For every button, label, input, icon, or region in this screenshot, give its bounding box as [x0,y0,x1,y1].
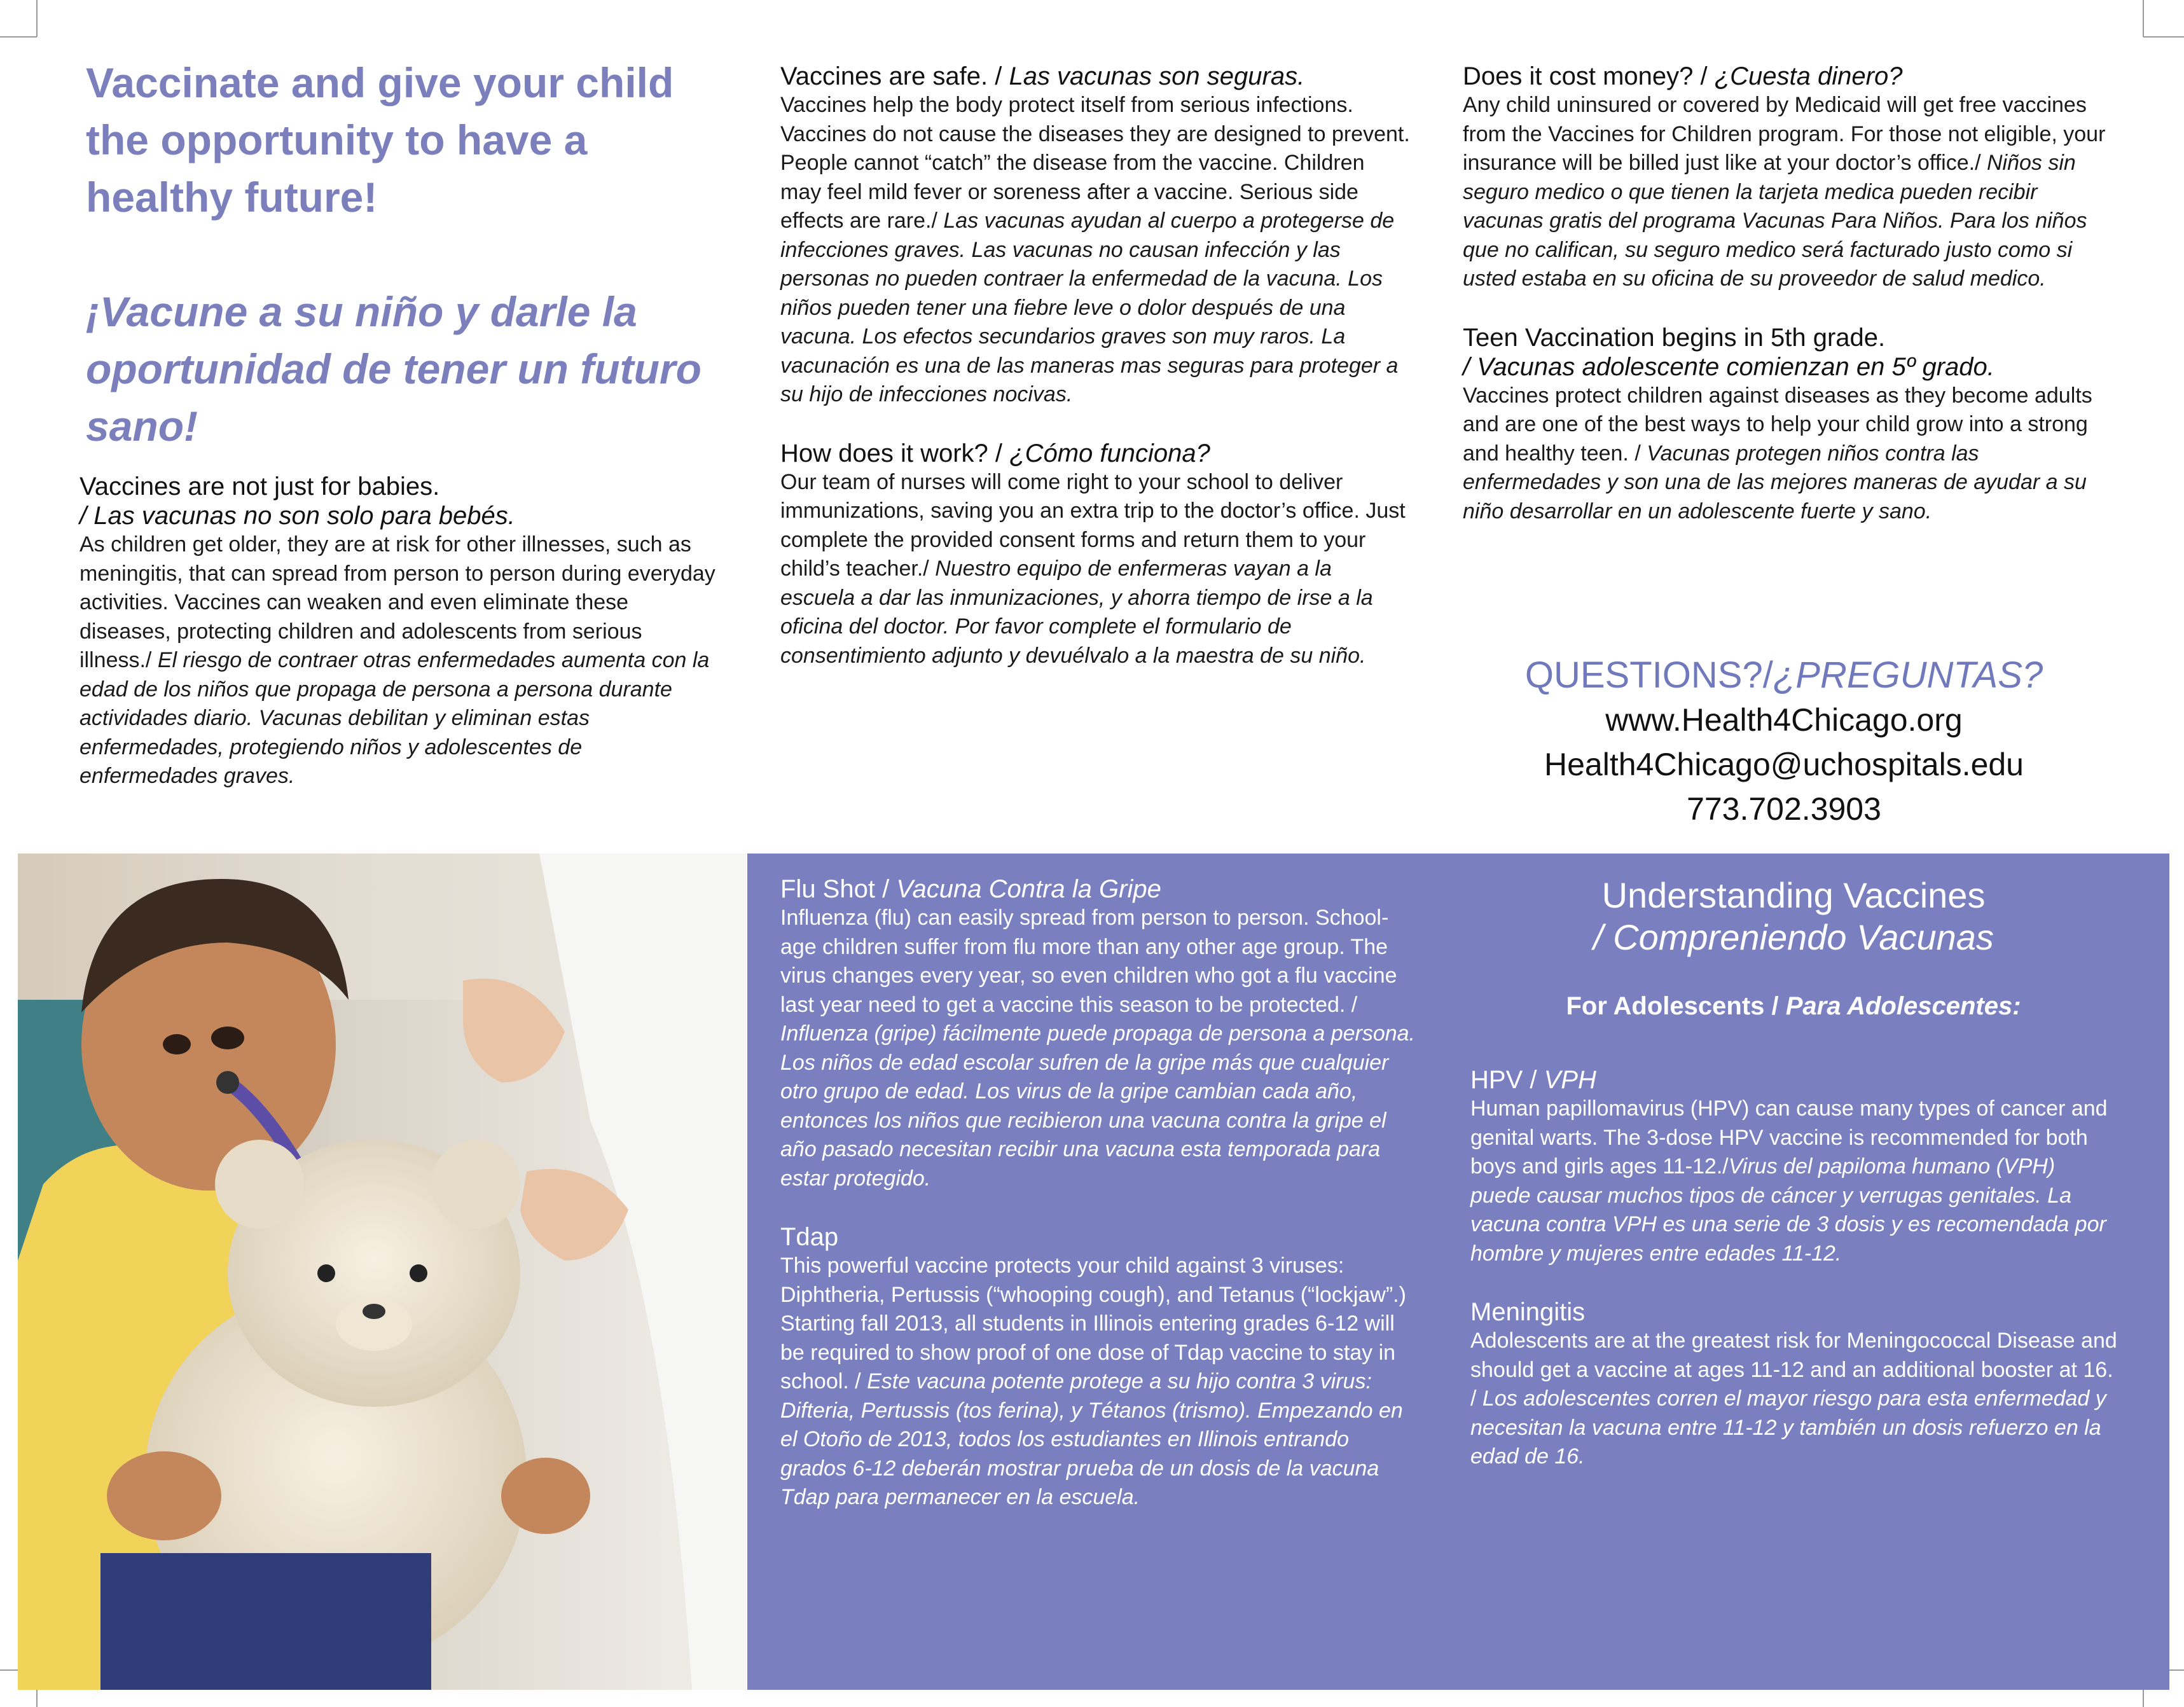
adolescents-es: Para Adolescentes: [1785,992,2021,1020]
meningitis-body-es: Los adolescentes corren el mayor riesgo para esta enfermedad y necesitan la vacuna entre 11-12 y también un dosis refuerzo en la edad de 16. [1470,1386,2106,1469]
contact-block [1463,653,2105,831]
babies-heading-es: / Las vacunas no son solo para bebés. [79,502,515,530]
how-body-es: Nuestro equipo de enfermeras vayan a la escuela a dar las inmunizaciones, y ahorra tiempo de irse a la oficina del doctor. Por favor complete el formulario de consentimiento adjunto y devuélvalo a la maestra de su niño. [780,556,1373,668]
cost-body [1463,91,2115,294]
flu-heading-es: Vacuna Contra la Gripe [896,875,1161,903]
babies-heading-en: Vaccines are not just for babies. [79,473,440,501]
babies-body-es: El riesgo de contraer otras enfermedades aumenta con la edad de los niños que propaga de persona a persona durante actividades diario. Vacunas debilitan y eliminan estas enfermedades, protegiendo niños y adolescentes de enfermedades graves. [79,648,710,788]
cost-body-en: Any child uninsured or covered by Medicaid will get free vaccines from the Vaccines for Children program. For those not eligible, your insurance will be billed just like at your doctor’s office./ [1463,93,2106,175]
teen-body-en: Vaccines protect children against diseases as they become adults and are one of the best ways to help your child grow into a strong and healthy teen. / [1463,383,2092,466]
photo-child-with-teddy-bear [18,854,747,1690]
meningitis-heading: Meningitis [1470,1298,1586,1326]
tdap-heading: Tdap [780,1223,839,1251]
phone-number[interactable]: 773.702.3903 [1687,791,1881,827]
tdap-body-es: Este vacuna potente protege a su hijo contra 3 virus: Difteria, Pertussis (tos ferina), y Tétanos (trismo). Empezando en el Otoño de 2013, todos los estudiantes en Illinois entrando grados 6-12 deberán mostrar prueba de un dosis de la vacuna Tdap para permanecer en la escuela. [780,1369,1403,1509]
website-link[interactable]: www.Health4Chicago.org [1605,702,1963,738]
hpv-body-es: Virus del papiloma humano (VPH) puede causar muchos tipos de cáncer y verrugas genitales. La vacuna contra VPH es una serie de 3 dosis y es recomendada por hombre y mujeres entre edades 11-12. [1470,1154,2106,1266]
safe-body-en: Vaccines help the body protect itself from serious infections. Vaccines do not cause the diseases they are designed to prevent. People cannot “catch” the disease from the vaccine. Children may feel mild fever or soreness after a vaccine. Serious side effects are rare./ [780,93,1410,233]
hpv-body [1470,1095,2119,1268]
understanding-header [1463,874,2124,1021]
flu-body [780,904,1416,1193]
safe-heading-en: Vaccines are safe. / [780,62,1002,90]
hpv-body-en: Human papillomavirus (HPV) can cause many types of cancer and genital warts. The 3-dose HPV vaccine is recommended for both boys and girls ages 11-12./ [1470,1096,2108,1178]
hero-title-es: ¡Vacune a su niño y darle la oportunidad de tener un futuro sano! [86,288,702,450]
hpv-meningitis-column [1470,1065,2119,1472]
cost-column [1463,62,2115,526]
babies-section [79,472,715,791]
questions-es: ¿PREGUNTAS? [1773,654,2043,696]
flu-heading [780,874,1416,904]
understanding-title-es: / Compreniendo Vacunas [1593,917,1994,957]
cost-heading-en: Does it cost money? / [1463,62,1708,90]
meningitis-body-en: Adolescents are at the greatest risk for Meningococcal Disease and should get a vaccine at ages 11-12 and an additional booster at 16. / [1470,1329,2117,1411]
tdap-body-en: This powerful vaccine protects your child against 3 viruses: Diphtheria, Pertussis (“whooping cough), and Tetanus (“lockjaw”.) Starting fall 2013, all students in Illinois entering grades 6-12 will be required to show proof of one dose of Tdap vaccine to stay in school. / [780,1254,1406,1393]
how-heading-en: How does it work? / [780,439,1003,467]
safe-body-es: Las vacunas ayudan al cuerpo a protegerse de infecciones graves. Las vacunas no causan infección y las personas no pueden contraer la enfermedad de la vacuna. Los niños pueden tener una fiebre leve o dolor después de una vacuna. Los efectos secundarios graves son muy raros. La vacunación es una de las maneras mas seguras para proteger a su hijo de infecciones nocivas. [780,209,1399,406]
questions-en: QUESTIONS?/ [1524,654,1773,696]
hero-section [86,54,735,455]
cost-heading [1463,62,2115,91]
adolescents-en: For Adolescents / [1566,992,1779,1020]
flu-heading-en: Flu Shot / [780,875,890,903]
teen-heading-en: Teen Vaccination begins in 5th grade. [1463,323,1886,352]
cost-body-es: Niños sin seguro medico o que tienen la tarjeta medica pueden recibir vacunas gratis del programa Vacunas Para Niños. Para los niños que no califican, su seguro medico será facturado justo como si usted estaba en su oficina de su proveedor de salud medico. [1463,151,2087,291]
safety-column [780,62,1410,670]
adolescents-subheading [1463,992,2124,1021]
understanding-title-en: Understanding Vaccines [1601,875,1986,915]
questions-heading [1463,653,2105,698]
hpv-heading-en: HPV / [1470,1066,1537,1094]
meningitis-body [1470,1327,2119,1472]
hero-title-en: Vaccinate and give your child the opportunity to have a healthy future! [86,59,674,221]
safe-heading-es: Las vacunas son seguras. [1009,62,1305,90]
cost-heading-es: ¿Cuesta dinero? [1714,62,1903,90]
hpv-heading [1470,1065,2119,1095]
flu-body-es: Influenza (gripe) fácilmente puede propaga de persona a persona. Los niños de edad escolar sufren de la gripe más que cualquier otro grupo de edad. Los virus de la gripe cambian cada año, entonces los niños que recibieron una vacuna contra la gripe el año pasado necesitan recibir una vacuna esta temporada para estar protegido. [780,1021,1416,1191]
how-heading [780,439,1410,468]
babies-body-en: As children get older, they are at risk for other illnesses, such as meningitis, that can spread from person to person during everyday activities. Vaccines can weaken and even eliminate these diseases, protecting children and adolescents from serious illness./ [79,532,715,672]
how-body-en: Our team of nurses will come right to your school to deliver immunizations, saving you an extra trip to the doctor’s office. Just complete the provided consent forms and return them to your child’s teacher./ [780,469,1406,581]
hpv-heading-es: VPH [1544,1066,1596,1094]
how-heading-es: ¿Cómo funciona? [1009,439,1210,467]
teen-heading-es: / Vacunas adolescente comienzan en 5º grado. [1463,352,1994,381]
babies-body [79,530,715,791]
photo-illustration [18,854,747,1690]
teen-body-es: Vacunas protegen niños contra las enfermedades y son una de las mejores maneras de ayudar a su niño desarrollar en un adolescente fuerte y sano. [1463,441,2087,523]
safe-body [780,91,1410,410]
how-body [780,468,1410,671]
flu-body-en: Influenza (flu) can easily spread from person to person. School-age children suffer from flu more than any other age group. The virus changes every year, so even children who got a flu vaccine last year need to get a vaccine this season to be protected. / [780,906,1397,1017]
teen-body [1463,382,2115,527]
tdap-body [780,1252,1416,1512]
flu-tdap-column [780,874,1416,1512]
email-link[interactable]: Health4Chicago@uchospitals.edu [1544,747,2024,782]
safe-heading [780,62,1410,91]
